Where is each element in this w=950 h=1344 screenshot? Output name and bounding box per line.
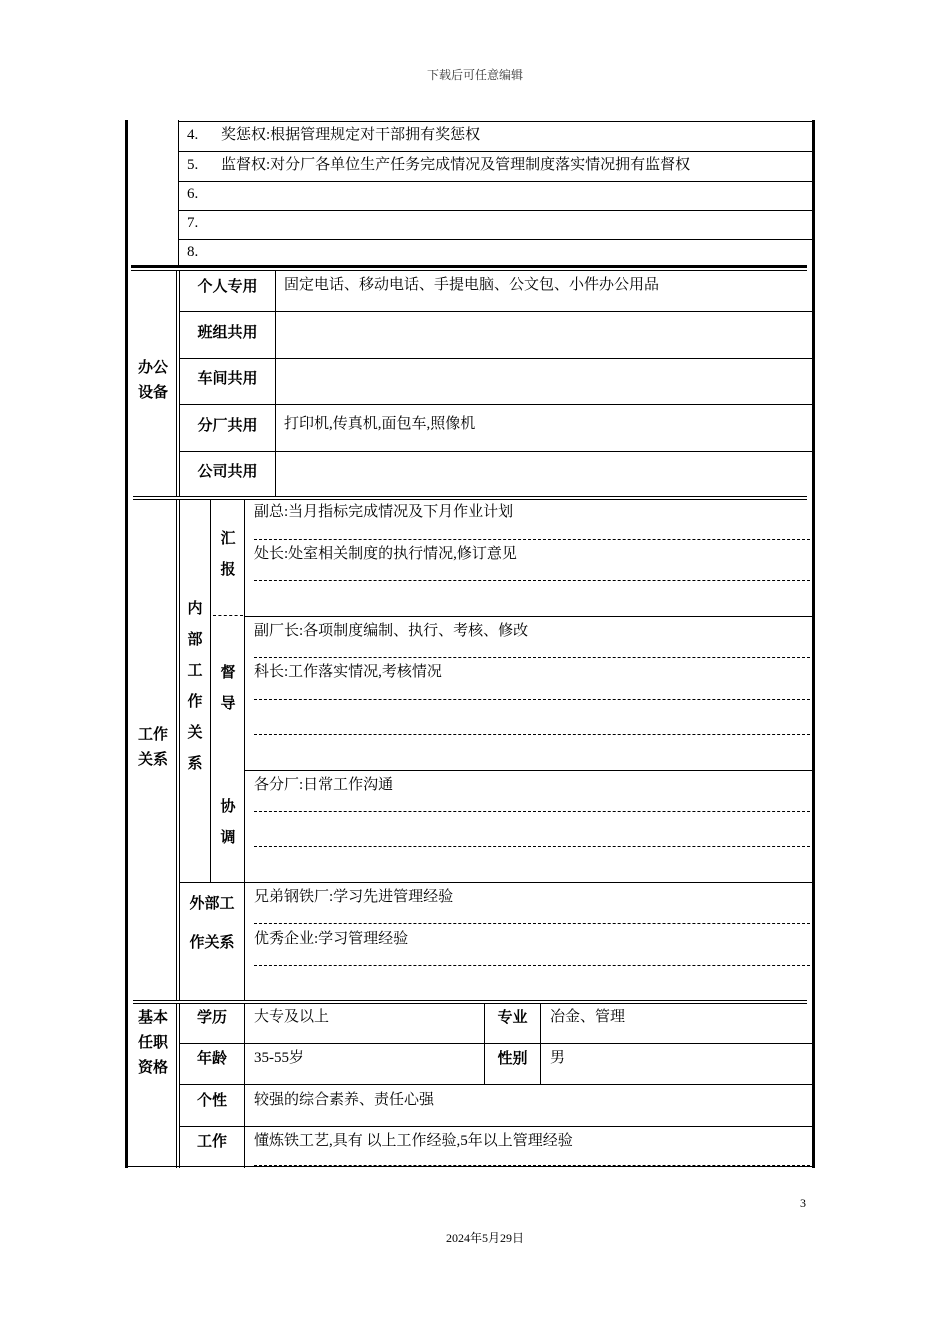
work-experience-value: 懂炼铁工艺,具有 以上工作经验,5年以上管理经验 [254, 1133, 573, 1149]
personality-value: 较强的综合素养、责任心强 [254, 1092, 435, 1108]
internal-relations-label: 内部工作关系 [187, 599, 203, 772]
report-item: 副总:当月指标完成情况及下月作业计划 [254, 504, 514, 520]
item-text: 奖惩权:根据管理规定对干部拥有奖惩权 [221, 127, 481, 143]
external-item: 优秀企业:学习管理经验 [254, 931, 409, 947]
work-relations-label: 工作关系 [137, 725, 168, 768]
section-divider [131, 265, 807, 268]
report-label: 汇报 [220, 529, 236, 578]
equipment-value: 固定电话、移动电话、手提电脑、公文包、小件办公用品 [284, 277, 660, 293]
coordinate-label: 协调 [220, 797, 236, 846]
supervise-item: 副厂长:各项制度编制、执行、考核、修改 [254, 623, 529, 639]
gender-label: 性别 [497, 1049, 528, 1067]
coordinate-item: 各分厂:日常工作沟通 [254, 777, 394, 793]
major-value: 冶金、管理 [550, 1009, 626, 1025]
equipment-value: 打印机,传真机,面包车,照像机 [284, 416, 476, 432]
item-number: 4. [187, 127, 199, 143]
supervise-item: 科长:工作落实情况,考核情况 [254, 664, 442, 680]
equipment-type-label: 班组共用 [197, 323, 258, 341]
work-experience-label: 工作 [196, 1132, 227, 1150]
item-number: 5. [187, 157, 199, 173]
qualifications-label: 基本任职资格 [137, 1008, 168, 1076]
education-value: 大专及以上 [254, 1009, 330, 1025]
item-text: 监督权:对分厂各单位生产任务完成情况及管理制度落实情况拥有监督权 [221, 157, 691, 173]
office-equipment-label: 办公设备 [137, 358, 168, 401]
external-item: 兄弟钢铁厂:学习先进管理经验 [254, 889, 454, 905]
equipment-type-label: 分厂共用 [197, 416, 258, 434]
item-number: 8. [187, 244, 199, 260]
equipment-type-label: 公司共用 [197, 462, 258, 480]
item-number: 6. [187, 186, 199, 202]
supervise-label: 督导 [220, 663, 236, 712]
equipment-type-label: 车间共用 [197, 369, 258, 387]
right-border [812, 120, 815, 1168]
page-number: 3 [800, 1196, 806, 1210]
age-value: 35-55岁 [254, 1050, 304, 1066]
education-label: 学历 [196, 1008, 227, 1026]
footer-date: 2024年5月29日 [445, 1231, 524, 1245]
age-label: 年龄 [196, 1049, 227, 1067]
gender-value: 男 [550, 1050, 566, 1066]
personality-label: 个性 [196, 1091, 227, 1109]
report-item: 处长:处室相关制度的执行情况,修订意见 [254, 546, 517, 562]
external-relations-label: 外部工作关系 [189, 894, 235, 951]
item-number: 7. [187, 215, 199, 231]
header-note: 下载后可任意编辑 [426, 68, 523, 82]
left-border [125, 120, 128, 1168]
equipment-type-label: 个人专用 [197, 277, 258, 295]
major-label: 专业 [497, 1008, 528, 1026]
